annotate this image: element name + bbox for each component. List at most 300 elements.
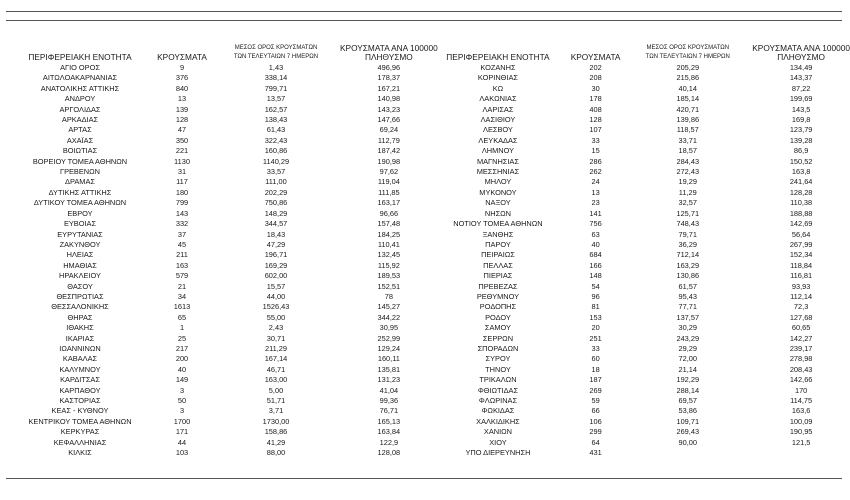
avg-7day-cell: 2,43 [268, 323, 284, 333]
per-100k-cell: 142,69 [789, 219, 813, 229]
table-row [8, 438, 438, 448]
cases-cell: 1700 [173, 416, 191, 426]
cases-cell: 15 [591, 146, 600, 156]
avg-7day-cell: 420,71 [676, 104, 700, 114]
per-100k-cell: 160,11 [377, 354, 400, 364]
region-cell: ΧΑΛΚΙΔΙΚΗΣ [476, 416, 520, 426]
table-row [8, 188, 438, 198]
cases-cell: 180 [175, 187, 189, 197]
avg-7day-cell: 192,29 [676, 375, 700, 385]
cases-cell: 153 [589, 312, 602, 322]
table-row [428, 105, 850, 115]
avg-7day-cell: 40,14 [678, 83, 697, 93]
cases-cell: 163 [175, 260, 189, 270]
per-100k-cell: 239,17 [789, 343, 813, 353]
region-cell: ΘΕΣΠΡΩΤΙΑΣ [56, 291, 104, 301]
region-cell: ΣΕΡΡΩΝ [482, 333, 514, 343]
cases-cell: 64 [591, 437, 600, 447]
per-100k-cell: 76,71 [379, 406, 399, 416]
per-100k-cell: 143,37 [789, 73, 813, 83]
region-cell: ΓΡΕΒΕΝΩΝ [60, 167, 100, 177]
avg-7day-cell: 799,71 [264, 83, 288, 93]
region-cell: ΡΟΔΟΠΗΣ [479, 302, 517, 312]
region-cell: ΜΕΣΣΗΝΙΑΣ [476, 167, 520, 177]
per-100k-cell: 187,42 [377, 146, 401, 156]
per-100k-cell: 344,22 [377, 312, 401, 322]
cases-cell: 376 [175, 73, 189, 83]
avg-7day-cell: 61,57 [678, 281, 697, 291]
per-100k-cell: 123,79 [789, 125, 813, 135]
per-100k-cell: 189,53 [377, 271, 401, 281]
avg-7day-cell: 215,86 [676, 73, 700, 83]
table-row [428, 302, 850, 312]
cases-cell: 33 [591, 343, 600, 353]
per-100k-cell: 116,81 [790, 271, 813, 281]
cases-cell: 128 [589, 115, 602, 125]
region-cell: ΙΘΑΚΗΣ [66, 323, 94, 333]
avg-7day-cell: 158,86 [264, 427, 288, 437]
cases-cell: 3 [179, 385, 185, 395]
table-row [428, 406, 850, 416]
cases-cell: 107 [589, 125, 602, 135]
cases-table-left [8, 36, 438, 458]
cases-cell: 143 [175, 208, 189, 218]
per-100k-cell: 112,14 [790, 291, 813, 301]
table-row [8, 406, 438, 416]
header-avg: ΜΕΣΟΣ ΟΡΟΣ ΚΡΟΥΣΜΑΤΩΝ ΤΩΝ ΤΕΛΕΥΤΑΙΩΝ 7 ΗΜΕΡΩΝ [233, 45, 319, 60]
per-100k-cell: 60,65 [791, 323, 811, 333]
table-row [428, 417, 850, 427]
cases-cell: 63 [591, 229, 600, 239]
avg-7day-cell: 33,57 [266, 167, 286, 177]
table-row [8, 219, 438, 229]
cases-cell: 31 [177, 167, 187, 177]
per-100k-cell: 208,43 [789, 364, 813, 374]
avg-7day-cell: 125,71 [676, 208, 700, 218]
region-cell: ΠΕΙΡΑΙΩΣ [481, 250, 515, 260]
region-cell: ΑΧΑΪΑΣ [66, 135, 94, 145]
cases-cell: 211 [176, 250, 188, 260]
header-region: ΠΕΡΙΦΕΡΕΙΑΚΗ ΕΝΟΤΗΤΑ [446, 52, 550, 62]
avg-7day-cell: 15,57 [266, 281, 286, 291]
per-100k-cell: 167,21 [377, 83, 401, 93]
avg-7day-cell: 1140,29 [262, 156, 290, 166]
per-100k-cell: 69,24 [379, 125, 399, 135]
table-row [8, 323, 438, 333]
avg-7day-cell: 211,29 [264, 343, 288, 353]
table-row [8, 396, 438, 406]
top-rule-2 [6, 20, 842, 21]
cases-cell: 37 [177, 229, 187, 239]
avg-7day-cell: 44,00 [266, 291, 286, 301]
table-row [8, 105, 438, 115]
cases-cell: 81 [591, 302, 600, 312]
cases-cell: 262 [589, 167, 602, 177]
cases-cell: 187 [589, 375, 602, 385]
table-row [428, 73, 850, 83]
cases-cell: 684 [589, 250, 602, 260]
per-100k-cell: 78 [384, 291, 393, 301]
per-100k-cell: 111,85 [378, 187, 400, 197]
header-cases: ΚΡΟΥΣΜΑΤΑ [157, 52, 207, 62]
cases-cell: 269 [589, 385, 602, 395]
table-row [428, 344, 850, 354]
cases-cell: 431 [589, 448, 602, 458]
cases-cell: 579 [175, 271, 189, 281]
cases-cell: 141 [589, 208, 602, 218]
header-region: ΠΕΡΙΦΕΡΕΙΑΚΗ ΕΝΟΤΗΤΑ [28, 52, 132, 62]
avg-7day-cell: 51,71 [266, 396, 286, 405]
cases-cell: 208 [589, 73, 602, 83]
per-100k-cell: 199,69 [789, 94, 813, 104]
table-row [8, 271, 438, 281]
per-100k-cell: 41,04 [379, 385, 399, 395]
avg-7day-cell: 284,43 [676, 156, 700, 166]
region-cell: ΚΑΣΤΟΡΙΑΣ [59, 396, 101, 405]
region-cell: ΚΕΑΣ - ΚΥΘΝΟΥ [51, 406, 109, 416]
table-row [428, 136, 850, 146]
avg-7day-cell: 169,29 [264, 260, 288, 270]
region-cell: ΚΑΛΥΜΝΟΥ [59, 364, 101, 374]
cases-cell: 106 [589, 416, 602, 426]
cases-cell: 202 [589, 63, 602, 72]
avg-7day-cell: 30,29 [678, 323, 697, 333]
per-100k-cell: 496,96 [377, 63, 401, 72]
avg-7day-cell: 47,29 [266, 239, 286, 249]
per-100k-cell: 152,34 [789, 250, 813, 260]
region-cell: ΝΑΞΟΥ [485, 198, 511, 208]
per-100k-cell: 178,37 [377, 73, 401, 83]
avg-7day-cell: 167,14 [264, 354, 288, 364]
per-100k-cell: 143,23 [377, 104, 401, 114]
avg-7day-cell: 88,00 [266, 448, 286, 458]
region-cell: ΦΘΙΩΤΙΔΑΣ [477, 385, 519, 395]
region-cell: ΝΗΣΩΝ [484, 208, 511, 218]
region-cell: ΚΑΒΑΛΑΣ [62, 354, 98, 364]
per-100k-cell: 127,68 [789, 312, 813, 322]
per-100k-cell: 128,28 [789, 187, 813, 197]
avg-7day-cell: 269,43 [676, 427, 700, 437]
avg-7day-cell: 30,71 [266, 333, 286, 343]
table-row [8, 177, 438, 187]
region-cell: ΦΩΚΙΔΑΣ [481, 406, 515, 416]
cases-cell: 9 [179, 63, 185, 72]
cases-cell: 139 [175, 104, 189, 114]
cases-cell: 221 [175, 146, 189, 156]
avg-7day-cell: 53,86 [678, 406, 697, 416]
table-row [8, 240, 438, 250]
per-100k-cell: 170 [794, 385, 808, 395]
region-cell: ΔΡΑΜΑΣ [65, 177, 95, 187]
per-100k-cell: 122,9 [379, 437, 399, 447]
table-row [428, 125, 850, 135]
region-cell: ΛΕΥΚΑΔΑΣ [478, 135, 518, 145]
table-row [428, 282, 850, 292]
region-cell: ΑΓΙΟ ΟΡΟΣ [60, 63, 100, 72]
region-cell: ΘΑΣΟΥ [67, 281, 93, 291]
table-row [8, 125, 438, 135]
table-row [8, 198, 438, 208]
table-row [428, 63, 850, 73]
per-100k-cell: 99,36 [379, 396, 399, 405]
table-row [428, 323, 850, 333]
region-cell: ΧΙΟΥ [489, 437, 507, 447]
region-cell: ΜΥΚΟΝΟΥ [479, 187, 517, 197]
table-body-right [428, 63, 850, 458]
region-cell: ΘΗΡΑΣ [67, 312, 93, 322]
table-row [8, 84, 438, 94]
avg-7day-cell: 322,43 [264, 135, 288, 145]
table-row [428, 188, 850, 198]
avg-7day-cell: 160,86 [264, 146, 288, 156]
table-row [8, 230, 438, 240]
per-100k-cell: 93,93 [791, 281, 811, 291]
avg-7day-cell: 18,57 [678, 146, 697, 156]
avg-7day-cell: 243,29 [676, 333, 700, 343]
cases-cell: 756 [589, 219, 602, 229]
cases-cell: 332 [175, 219, 189, 229]
table-row [428, 292, 850, 302]
region-cell: ΒΟΙΩΤΙΑΣ [62, 146, 98, 156]
per-100k-cell: 96,66 [379, 208, 399, 218]
cases-cell: 217 [175, 343, 189, 353]
per-100k-cell: 190,95 [789, 427, 813, 437]
avg-7day-cell: 69,57 [678, 396, 697, 405]
per-100k-cell: 110,41 [377, 239, 400, 249]
cases-table-right [428, 36, 850, 458]
cases-cell: 34 [177, 291, 187, 301]
per-100k-cell: 142,27 [789, 333, 813, 343]
per-100k-cell: 142,66 [789, 375, 813, 385]
region-cell: ΚΑΡΔΙΤΣΑΣ [60, 375, 100, 385]
per-100k-cell: 241,64 [789, 177, 813, 187]
per-100k-cell: 134,49 [789, 63, 813, 72]
avg-7day-cell: 95,43 [678, 291, 697, 301]
per-100k-cell: 131,23 [377, 375, 401, 385]
avg-7day-cell: 46,71 [266, 364, 286, 374]
avg-7day-cell: 185,14 [676, 94, 700, 104]
table-row [428, 209, 850, 219]
per-100k-cell: 252,99 [377, 333, 401, 343]
cases-cell: 50 [177, 396, 187, 405]
table-row [428, 146, 850, 156]
bottom-rule [6, 478, 842, 479]
table-row [8, 427, 438, 437]
per-100k-cell: 139,28 [789, 135, 813, 145]
cases-cell: 13 [591, 187, 600, 197]
per-100k-cell [752, 448, 850, 458]
table-row [428, 396, 850, 406]
avg-7day-cell: 205,29 [676, 63, 700, 72]
avg-7day-cell: 712,14 [676, 250, 700, 260]
avg-7day-cell: 602,00 [264, 271, 288, 281]
avg-7day-cell: 55,00 [266, 312, 286, 322]
region-cell: ΠΙΕΡΙΑΣ [483, 271, 513, 281]
cases-cell: 60 [591, 354, 600, 364]
region-cell: ΠΑΡΟΥ [485, 239, 511, 249]
avg-7day-cell: 202,29 [264, 187, 288, 197]
cases-cell: 40 [177, 364, 187, 374]
region-cell: ΣΑΜΟΥ [484, 323, 511, 333]
table-row [8, 292, 438, 302]
avg-7day-cell: 111,00 [265, 177, 287, 187]
region-cell: ΧΑΝΙΩΝ [483, 427, 513, 437]
region-cell: ΑΝΔΡΟΥ [64, 94, 96, 104]
avg-7day-cell: 90,00 [678, 437, 697, 447]
cases-cell: 65 [177, 312, 187, 322]
per-100k-cell: 267,99 [789, 239, 813, 249]
table-row [8, 365, 438, 375]
avg-7day-cell: 148,29 [264, 208, 288, 218]
header-per100k: ΚΡΟΥΣΜΑΤΑ ΑΝΑ 100000 ΠΛΗΘΥΣΜΟ [340, 43, 438, 62]
table-row [428, 230, 850, 240]
cases-cell: 286 [589, 156, 602, 166]
per-100k-cell: 163,84 [377, 427, 401, 437]
cases-cell: 149 [175, 375, 189, 385]
avg-7day-cell: 5,00 [268, 385, 284, 395]
region-cell: ΑΡΤΑΣ [68, 125, 92, 135]
table-row [428, 386, 850, 396]
avg-7day-cell: 77,71 [678, 302, 697, 312]
per-100k-cell: 135,81 [377, 364, 401, 374]
avg-7day-cell: 33,71 [678, 135, 697, 145]
cases-cell: 178 [589, 94, 602, 104]
region-cell: ΦΛΩΡΙΝΑΣ [478, 396, 518, 405]
region-cell: ΚΕΦΑΛΛΗΝΙΑΣ [53, 437, 107, 447]
region-cell: ΕΥΒΟΙΑΣ [63, 219, 97, 229]
table-row [428, 240, 850, 250]
per-100k-cell: 188,88 [789, 208, 813, 218]
avg-7day-cell: 36,29 [678, 239, 697, 249]
per-100k-cell: 163,17 [377, 198, 401, 208]
avg-7day-cell: 338,14 [264, 73, 288, 83]
table-body-left [8, 63, 438, 458]
region-cell: ΑΝΑΤΟΛΙΚΗΣ ΑΤΤΙΚΗΣ [40, 83, 120, 93]
region-cell: ΜΑΓΝΗΣΙΑΣ [476, 156, 519, 166]
avg-7day-cell: 1,43 [268, 63, 284, 72]
cases-cell: 18 [591, 364, 600, 374]
cases-cell: 40 [591, 239, 600, 249]
cases-cell: 1 [179, 323, 185, 333]
table-row [428, 94, 850, 104]
per-100k-cell: 129,24 [377, 343, 401, 353]
cases-cell: 25 [177, 333, 187, 343]
cases-cell: 13 [177, 94, 187, 104]
table-row [428, 261, 850, 271]
avg-7day-cell: 162,57 [264, 104, 288, 114]
cases-cell: 24 [591, 177, 600, 187]
table-row [8, 344, 438, 354]
region-cell: ΝΟΤΙΟΥ ΤΟΜΕΑ ΑΘΗΝΩΝ [453, 219, 543, 229]
avg-7day-cell: 139,86 [676, 115, 700, 125]
per-100k-cell: 110,38 [790, 198, 813, 208]
region-cell: ΗΜΑΘΙΑΣ [63, 260, 97, 270]
avg-7day-cell: 344,57 [264, 219, 288, 229]
avg-7day-cell: 19,29 [678, 177, 697, 187]
table-row [428, 427, 850, 437]
avg-7day-cell: 138,43 [264, 115, 288, 125]
per-100k-cell: 150,52 [789, 156, 813, 166]
per-100k-cell: 30,95 [379, 323, 399, 333]
avg-7day-cell: 163,29 [676, 260, 700, 270]
cases-cell: 799 [175, 198, 189, 208]
per-100k-cell: 72,3 [793, 302, 809, 312]
cases-cell: 59 [591, 396, 600, 405]
region-cell: ΤΗΝΟΥ [485, 364, 511, 374]
table-row [8, 136, 438, 146]
table-row [8, 63, 438, 73]
region-cell: ΠΕΛΛΑΣ [483, 260, 513, 270]
region-cell: ΜΗΛΟΥ [484, 177, 512, 187]
table-row [428, 84, 850, 94]
per-100k-cell: 163,6 [791, 406, 811, 416]
cases-cell: 30 [591, 83, 600, 93]
per-100k-cell: 86,9 [793, 146, 809, 156]
table-row [8, 448, 438, 458]
region-cell: ΑΡΓΟΛΙΔΑΣ [59, 104, 101, 114]
region-cell: ΚΑΡΠΑΘΟΥ [59, 385, 101, 395]
avg-7day-cell: 29,29 [678, 343, 697, 353]
region-cell: ΕΥΡΥΤΑΝΙΑΣ [57, 229, 103, 239]
cases-cell: 21 [177, 281, 187, 291]
cases-cell: 54 [591, 281, 600, 291]
avg-7day-cell: 288,14 [676, 385, 700, 395]
per-100k-cell: 278,98 [789, 354, 813, 364]
cases-cell: 44 [177, 437, 187, 447]
region-cell: ΗΛΕΙΑΣ [66, 250, 94, 260]
region-cell: ΚΕΡΚΥΡΑΣ [60, 427, 100, 437]
region-cell: ΚΟΖΑΝΗΣ [480, 63, 516, 72]
avg-7day-cell: 32,57 [678, 198, 697, 208]
table-row [428, 177, 850, 187]
table-row [428, 334, 850, 344]
cases-cell: 3 [179, 406, 185, 416]
region-cell: ΘΕΣΣΑΛΟΝΙΚΗΣ [51, 302, 109, 312]
region-cell: ΖΑΚΥΝΘΟΥ [59, 239, 101, 249]
table-row [8, 334, 438, 344]
cases-cell: 200 [175, 354, 189, 364]
per-100k-cell: 184,25 [377, 229, 401, 239]
table-row [8, 209, 438, 219]
table-row [428, 271, 850, 281]
cases-cell: 33 [591, 135, 600, 145]
region-cell: ΚΙΛΚΙΣ [68, 448, 92, 458]
avg-7day-cell: 3,71 [268, 406, 284, 416]
region-cell: ΚΟΡΙΝΘΙΑΣ [477, 73, 518, 83]
region-cell: ΔΥΤΙΚΟΥ ΤΟΜΕΑ ΑΘΗΝΩΝ [33, 198, 127, 208]
avg-7day-cell: 72,00 [678, 354, 697, 364]
per-100k-cell: 114,75 [790, 396, 813, 405]
header-per100k: ΚΡΟΥΣΜΑΤΑ ΑΝΑ 100000 ΠΛΗΘΥΣΜΟ [752, 43, 850, 62]
region-cell: ΛΑΣΙΘΙΟΥ [480, 115, 516, 125]
avg-7day-cell: 11,29 [678, 187, 697, 197]
avg-7day-cell: 61,43 [266, 125, 286, 135]
table-row [428, 198, 850, 208]
table-row [428, 157, 850, 167]
cases-cell: 166 [589, 260, 602, 270]
table-row [8, 302, 438, 312]
region-cell: ΤΡΙΚΑΛΩΝ [479, 375, 517, 385]
cases-cell: 128 [175, 115, 189, 125]
region-cell: ΣΥΡΟΥ [485, 354, 511, 364]
table-row [428, 438, 850, 448]
region-cell: ΛΕΣΒΟΥ [483, 125, 513, 135]
cases-cell: 840 [175, 83, 189, 93]
per-100k-cell: 128,08 [377, 448, 401, 458]
avg-7day-cell: 1526,43 [262, 302, 290, 312]
region-cell: ΛΑΚΩΝΙΑΣ [479, 94, 517, 104]
per-100k-cell: 87,22 [791, 83, 811, 93]
